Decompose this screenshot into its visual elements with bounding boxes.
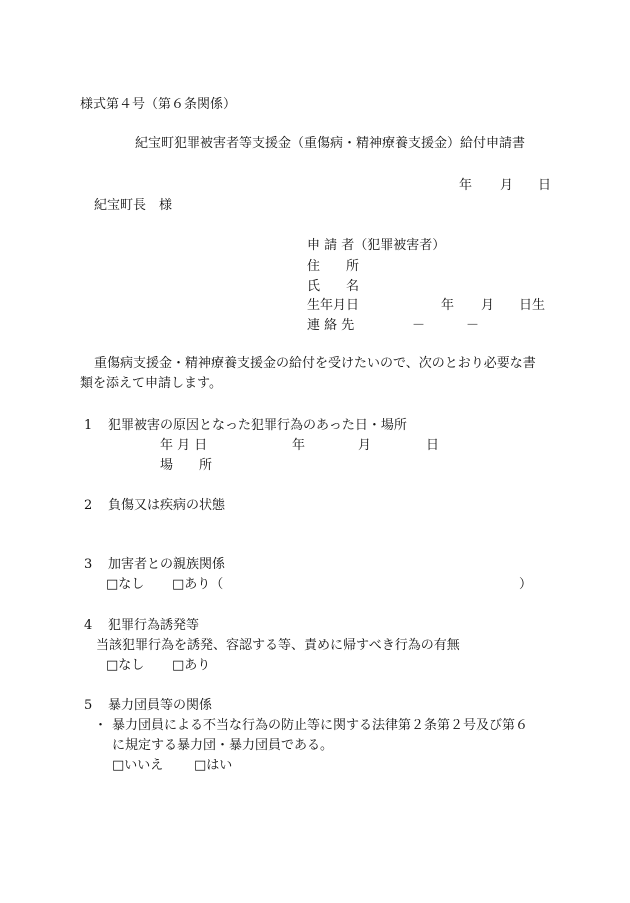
birth-year-label: 年 bbox=[441, 298, 455, 313]
form-number: 様式第４号（第６条関係） bbox=[80, 97, 237, 112]
birth-month-label: 月 bbox=[481, 298, 495, 313]
gang-yes-checkbox[interactable]: □はい bbox=[194, 758, 233, 773]
applicant-contact-label: 連 絡 先 bbox=[307, 318, 355, 333]
section-5-line-1: 暴力団員による不当な行為の防止等に関する法律第２条第２号及び第６ bbox=[112, 718, 529, 733]
provocation-none-checkbox[interactable]: □なし bbox=[106, 658, 145, 673]
relation-none-checkbox[interactable]: □なし bbox=[106, 577, 145, 592]
section-2-number: 2 bbox=[84, 498, 93, 513]
date-day-label: 日 bbox=[538, 178, 552, 193]
incident-month-label: 月 bbox=[358, 438, 372, 453]
date-month-label: 月 bbox=[500, 178, 514, 193]
section-4-title: 犯罪行為誘発等 bbox=[108, 618, 200, 633]
applicant-address-label: 住 所 bbox=[307, 259, 360, 274]
section-4-question: 当該犯罪行為を誘発、容認する等、責めに帰すべき行為の有無 bbox=[96, 638, 460, 653]
gang-no-checkbox[interactable]: □いいえ bbox=[112, 758, 164, 773]
incident-year-label: 年 bbox=[292, 438, 306, 453]
relation-yes-checkbox[interactable]: □あり（ bbox=[172, 577, 224, 592]
section-5-number: 5 bbox=[84, 698, 93, 713]
section-1-number: 1 bbox=[84, 418, 93, 433]
section-3-number: 3 bbox=[84, 557, 93, 572]
section-5-bullet: ・ bbox=[94, 718, 108, 733]
section-2-title: 負傷又は疾病の状態 bbox=[108, 498, 226, 513]
contact-dash-2: － bbox=[466, 318, 480, 333]
contact-dash-1: － bbox=[412, 318, 426, 333]
relation-close-paren: ） bbox=[519, 577, 533, 592]
incident-place-label: 場 所 bbox=[160, 458, 213, 473]
date-year-label: 年 bbox=[459, 178, 473, 193]
incident-day-label: 日 bbox=[426, 438, 440, 453]
applicant-header: 申 請 者（犯罪被害者） bbox=[307, 238, 446, 253]
section-5-line-2: に規定する暴力団・暴力団員である。 bbox=[112, 738, 334, 753]
applicant-name-label: 氏 名 bbox=[307, 279, 360, 294]
incident-date-label: 年 月 日 bbox=[160, 438, 208, 453]
intro-line-1: 重傷病支援金・精神療養支援金の給付を受けたいので、次のとおり必要な書 bbox=[94, 356, 536, 371]
applicant-birth-label: 生年月日 bbox=[307, 298, 360, 313]
provocation-yes-checkbox[interactable]: □あり bbox=[172, 658, 211, 673]
section-3-title: 加害者との親族関係 bbox=[108, 557, 226, 572]
page-title: 紀宝町犯罪被害者等支援金（重傷病・精神療養支援金）給付申請書 bbox=[135, 136, 526, 151]
intro-line-2: 類を添えて申請します。 bbox=[80, 376, 222, 391]
addressee: 紀宝町長 様 bbox=[94, 198, 173, 213]
section-1-title: 犯罪被害の原因となった犯罪行為のあった日・場所 bbox=[108, 418, 407, 433]
section-5-title: 暴力団員等の関係 bbox=[108, 698, 213, 713]
birth-day-label: 日生 bbox=[519, 298, 546, 313]
section-4-number: 4 bbox=[84, 618, 93, 633]
